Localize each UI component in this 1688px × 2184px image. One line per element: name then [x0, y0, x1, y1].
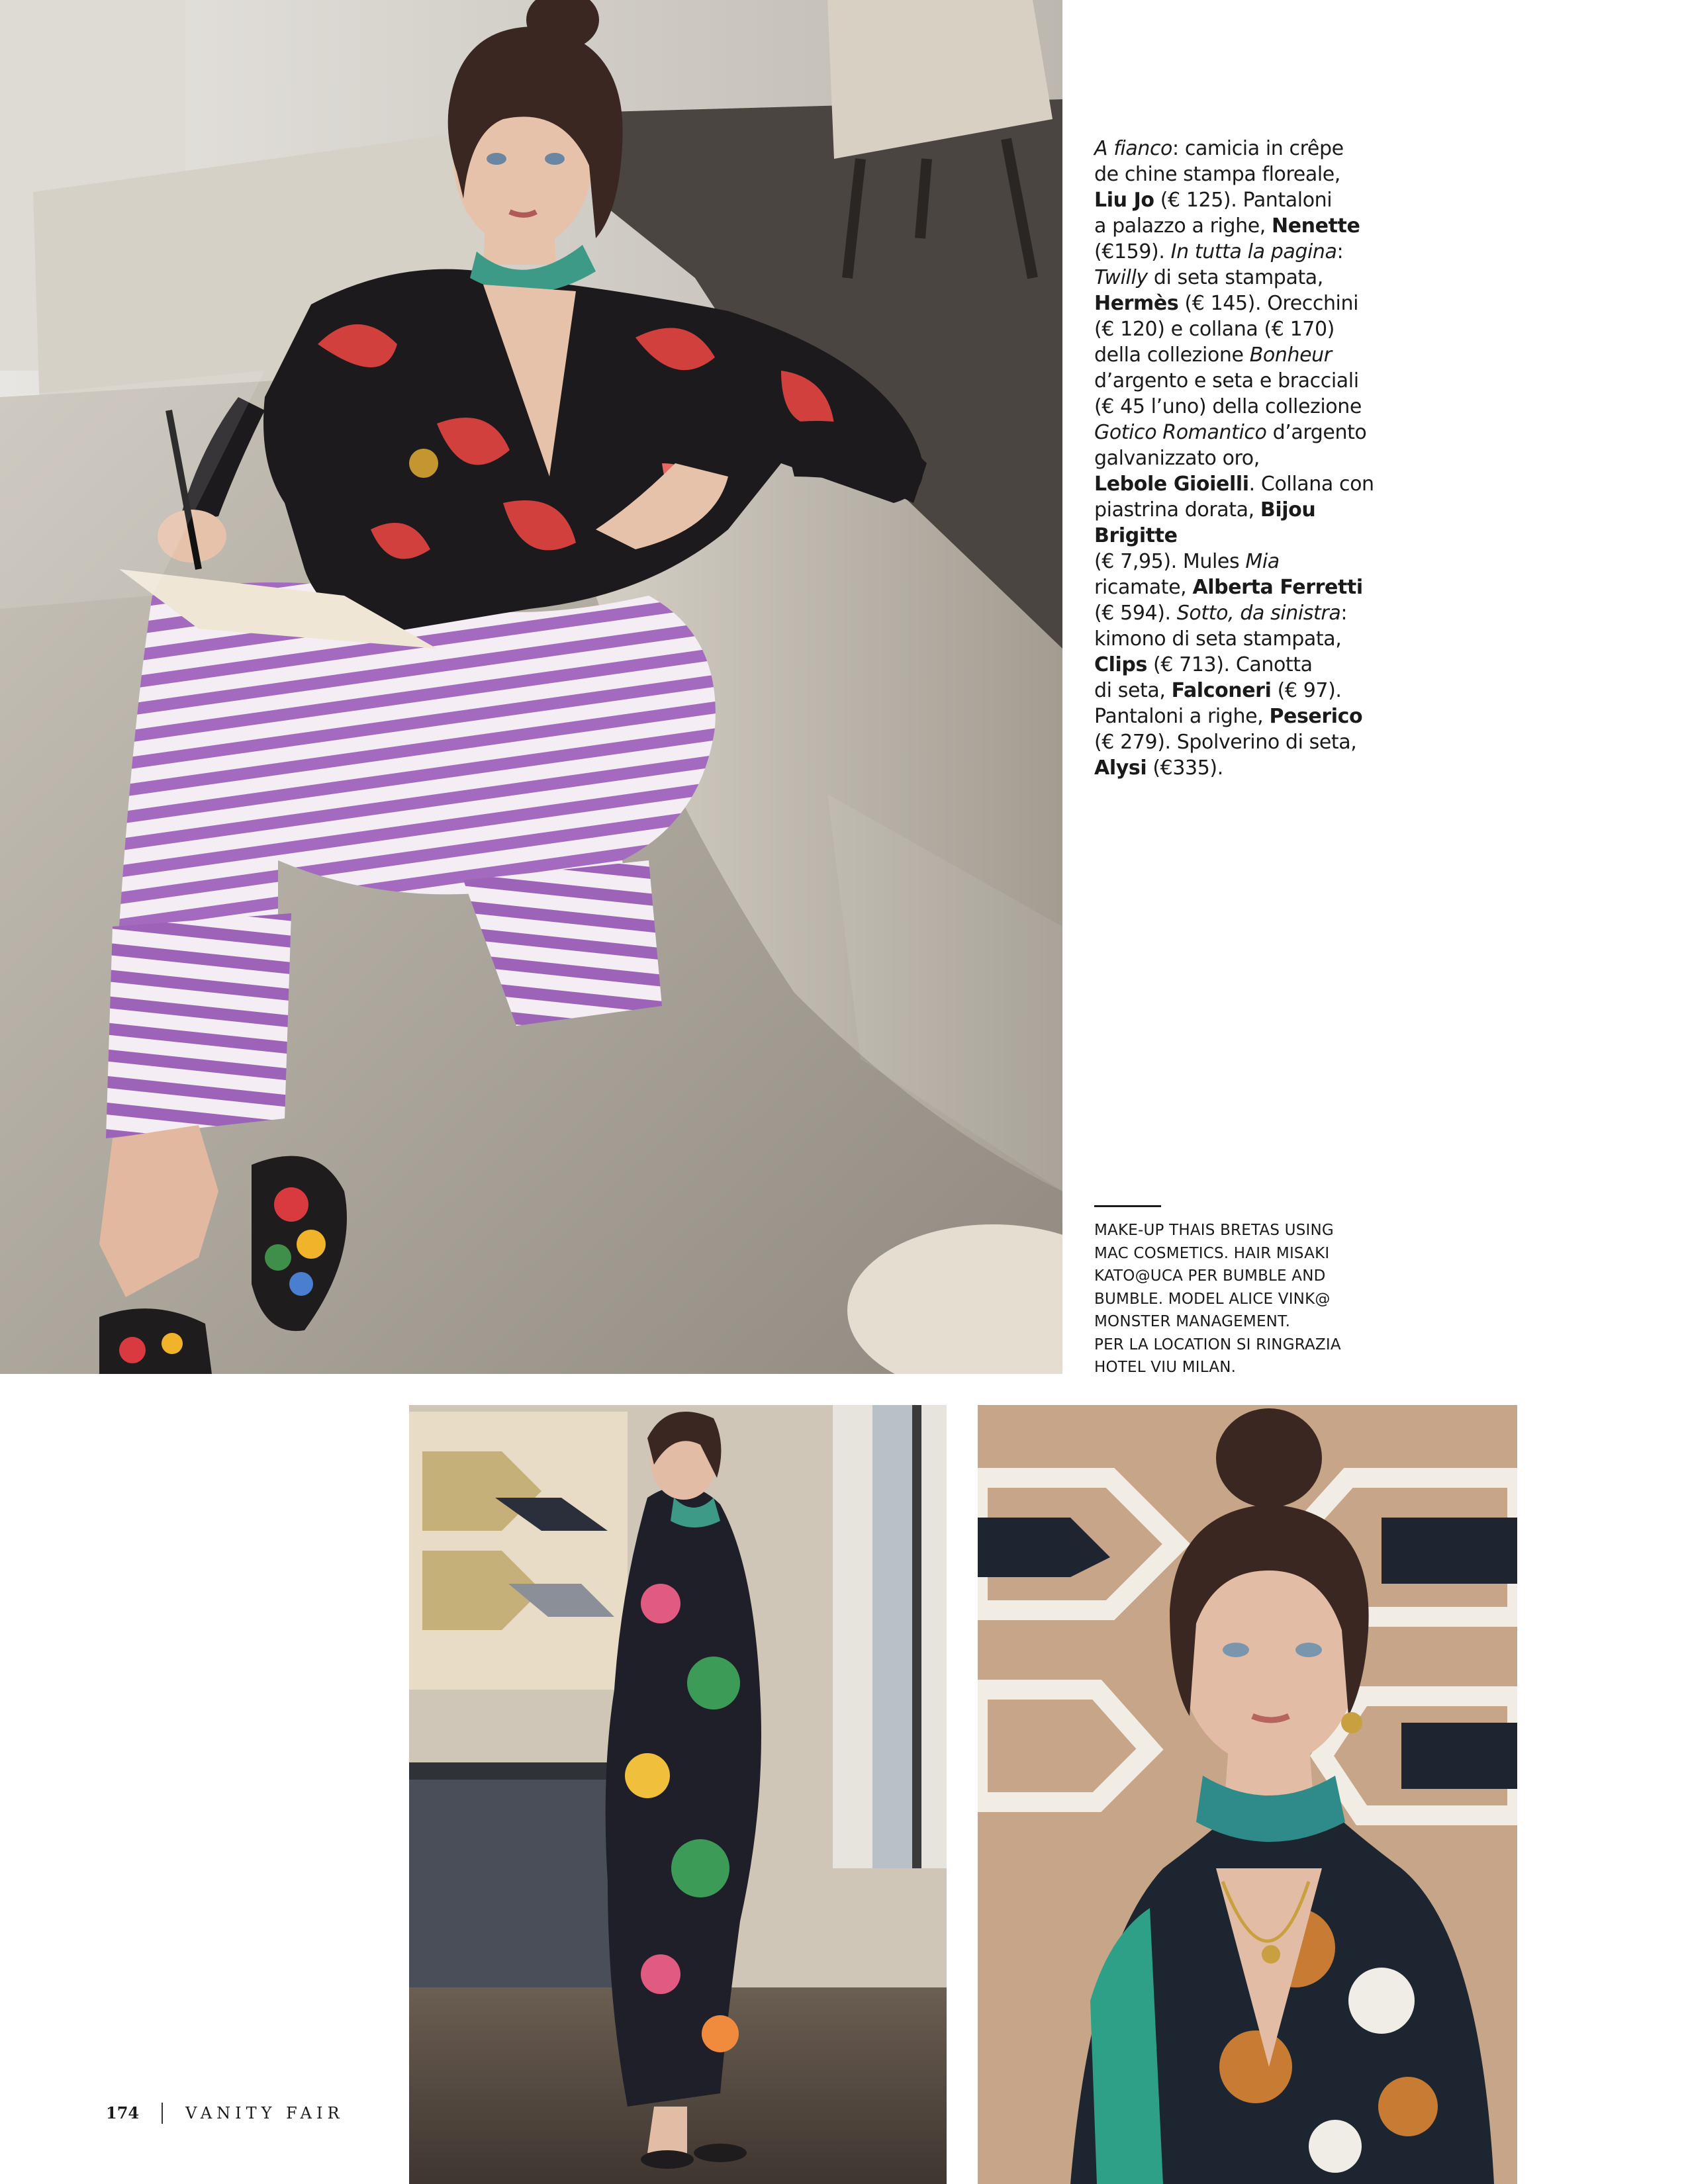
caption-line: [1094, 420, 1385, 445]
caption-text: piastrina dorata,: [1094, 498, 1260, 522]
caption-line: [1094, 368, 1385, 394]
page-folio: [106, 2102, 344, 2124]
caption-line: [1094, 729, 1385, 755]
caption-text: d’argento: [1266, 421, 1367, 444]
caption-line: [1094, 394, 1385, 420]
credits-line: PER LA LOCATION SI RINGRAZIA: [1094, 1336, 1341, 1353]
credits-divider: [1094, 1205, 1161, 1207]
caption-emphasis: In tutta la pagina: [1170, 240, 1337, 263]
caption-line: [1094, 497, 1385, 549]
caption-text: (€ 45 l’uno) della collezione: [1094, 395, 1362, 418]
cabinet: [409, 1776, 621, 2014]
brand-name: Clips: [1094, 653, 1147, 676]
caption-line: [1094, 445, 1385, 471]
caption-text: Pantaloni a righe,: [1094, 705, 1270, 728]
caption-text: di seta stampata,: [1147, 266, 1323, 289]
caption-text: (€ 7,95). Mules: [1094, 550, 1246, 573]
caption-emphasis: Mia: [1245, 550, 1280, 573]
credits-line: HOTEL VIU MILAN.: [1094, 1359, 1237, 1376]
caption-text: (€ 594).: [1094, 602, 1177, 625]
caption-line: [1094, 136, 1385, 161]
caption-text: ricamate,: [1094, 576, 1193, 599]
main-fashion-photo: [0, 0, 1062, 1374]
caption-line: [1094, 678, 1385, 704]
caption-text: (€ 97).: [1271, 679, 1342, 702]
caption-line: [1094, 626, 1385, 652]
caption-line: [1094, 161, 1385, 187]
caption-emphasis: Bonheur: [1249, 343, 1332, 367]
caption-text: a palazzo a righe,: [1094, 214, 1272, 238]
brand-name: Alberta Ferretti: [1192, 576, 1363, 599]
brand-name: Nenette: [1272, 214, 1360, 238]
page-number: 174: [106, 2103, 140, 2122]
credits-line: BUMBLE. MODEL ALICE VINK@: [1094, 1290, 1331, 1308]
portrait-photo: [978, 1405, 1517, 2184]
caption-text: :: [1340, 602, 1348, 625]
magazine-name: VANITY FAIR: [185, 2104, 344, 2122]
brand-name: Liu Jo: [1094, 189, 1154, 212]
caption-line: [1094, 213, 1385, 239]
photo-caption: [1094, 136, 1385, 781]
caption-text: della collezione: [1094, 343, 1250, 367]
brand-name: Peserico: [1269, 705, 1363, 728]
caption-line: [1094, 471, 1385, 497]
caption-text: de chine stampa floreale,: [1094, 163, 1340, 186]
caption-line: [1094, 265, 1385, 291]
caption-text: (€159).: [1094, 240, 1171, 263]
kimono-photo: [409, 1405, 947, 2184]
brand-name: Bijou Brigitte: [1094, 498, 1316, 547]
caption-line: [1094, 187, 1385, 213]
credits-block: [1094, 1219, 1372, 1379]
caption-line: [1094, 549, 1385, 574]
caption-emphasis: Twilly: [1094, 266, 1148, 289]
caption-text: :: [1336, 240, 1344, 263]
caption-text: (€ 713). Canotta: [1147, 653, 1313, 676]
caption-text: (€335).: [1147, 756, 1223, 780]
credits-line: MONSTER MANAGEMENT.: [1094, 1313, 1291, 1330]
credits-line: MAC COSMETICS. HAIR MISAKI: [1094, 1244, 1330, 1262]
caption-emphasis: Sotto, da sinistra: [1176, 602, 1341, 625]
folio-divider: [162, 2103, 163, 2124]
caption-line: [1094, 600, 1385, 626]
brand-name: Alysi: [1094, 756, 1147, 780]
credits-line: KATO@UCA PER BUMBLE AND: [1094, 1267, 1326, 1285]
caption-emphasis: A fianco: [1094, 137, 1173, 160]
caption-text: (€ 125). Pantaloni: [1154, 189, 1333, 212]
brand-name: Falconeri: [1171, 679, 1272, 702]
caption-text: galvanizzato oro,: [1094, 447, 1260, 470]
caption-text: (€ 145). Orecchini: [1178, 292, 1359, 315]
caption-emphasis: Gotico Romantico: [1094, 421, 1267, 444]
caption-line: [1094, 291, 1385, 316]
caption-text: . Collana con: [1248, 473, 1374, 496]
caption-text: (€ 279). Spolverino di seta,: [1094, 731, 1357, 754]
caption-text: d’argento e seta e bracciali: [1094, 369, 1359, 392]
credits-line: MAKE-UP THAIS BRETAS USING: [1094, 1222, 1334, 1239]
caption-line: [1094, 652, 1385, 678]
caption-text: : camicia in crêpe: [1172, 137, 1344, 160]
caption-line: [1094, 755, 1385, 781]
caption-line: [1094, 574, 1385, 600]
caption-line: [1094, 316, 1385, 342]
caption-line: [1094, 239, 1385, 265]
caption-text: kimono di seta stampata,: [1094, 627, 1342, 651]
brand-name: Lebole Gioielli: [1094, 473, 1249, 496]
caption-line: [1094, 704, 1385, 729]
caption-line: [1094, 342, 1385, 368]
brand-name: Hermès: [1094, 292, 1179, 315]
caption-text: (€ 120) e collana (€ 170): [1094, 318, 1335, 341]
caption-text: di seta,: [1094, 679, 1172, 702]
